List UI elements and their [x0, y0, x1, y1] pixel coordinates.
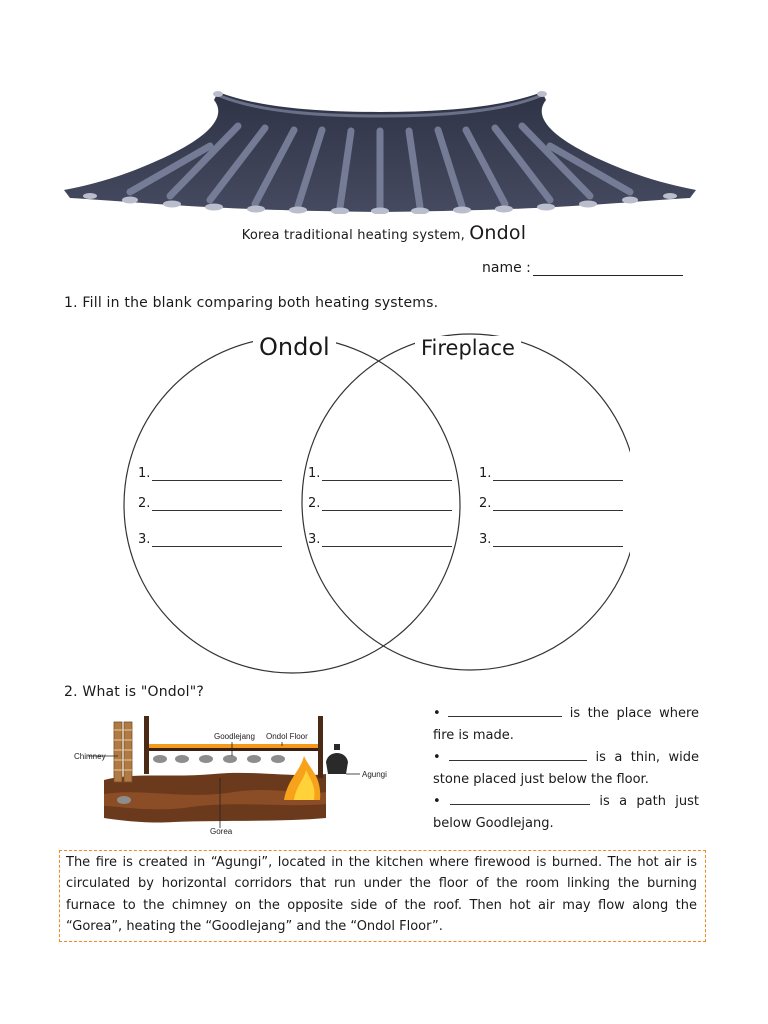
fill-in-bullets — [433, 702, 699, 834]
blank-item[interactable]: 2. — [479, 496, 623, 511]
label-gorea: Gorea — [210, 827, 233, 834]
title-prefix: Korea traditional heating system, — [241, 228, 465, 243]
label-chimney: Chimney — [74, 752, 106, 761]
blank-goodlejang[interactable] — [449, 746, 587, 761]
blank-agungi[interactable] — [448, 702, 562, 717]
title-main: Ondol — [469, 222, 527, 244]
ondol-cross-section-diagram — [64, 708, 420, 834]
bullet-gorea: • is a path just below Goodlejang. — [433, 790, 699, 834]
blank-item[interactable]: 3. — [479, 532, 623, 547]
hanok-roof-illustration — [60, 86, 700, 214]
label-agungi: Agungi — [362, 770, 387, 779]
question-2: 2. What is "Ondol"? — [64, 684, 205, 700]
explanation-box: The fire is created in “Agungi”, located in the kitchen where firewood is burned. The hot air is circulated by horizontal corridors that run under the floor of the room linking the burning furnace to the chimney on the opposite side of the roof. Then hot air may flow along the “Gorea”, heating the “Goodlejang” and the “Ondol Floor”. — [59, 850, 706, 942]
venn-label-fireplace: Fireplace — [415, 336, 521, 360]
name-blank[interactable] — [533, 258, 683, 276]
blank-item[interactable]: 3. — [138, 532, 282, 547]
venn-label-ondol: Ondol — [253, 333, 336, 361]
blank-item[interactable]: 1. — [308, 466, 452, 481]
blank-item[interactable]: 2. — [138, 496, 282, 511]
label-goodlejang: Goodlejang — [214, 732, 255, 741]
blank-item[interactable]: 3. — [308, 532, 452, 547]
label-ondol-floor: Ondol Floor — [266, 732, 308, 741]
worksheet-title — [0, 222, 768, 244]
blank-item[interactable]: 2. — [308, 496, 452, 511]
blank-item[interactable]: 1. — [479, 466, 623, 481]
question-1: 1. Fill in the blank comparing both heating systems. — [64, 295, 439, 311]
blank-item[interactable]: 1. — [138, 466, 282, 481]
name-label: name : — [482, 260, 531, 276]
bullet-goodlejang: • is a thin, wide stone placed just below the floor. — [433, 746, 699, 790]
bullet-agungi: • is the place where fire is made. — [433, 702, 699, 746]
blank-gorea[interactable] — [450, 790, 590, 805]
name-field-row — [482, 258, 683, 276]
